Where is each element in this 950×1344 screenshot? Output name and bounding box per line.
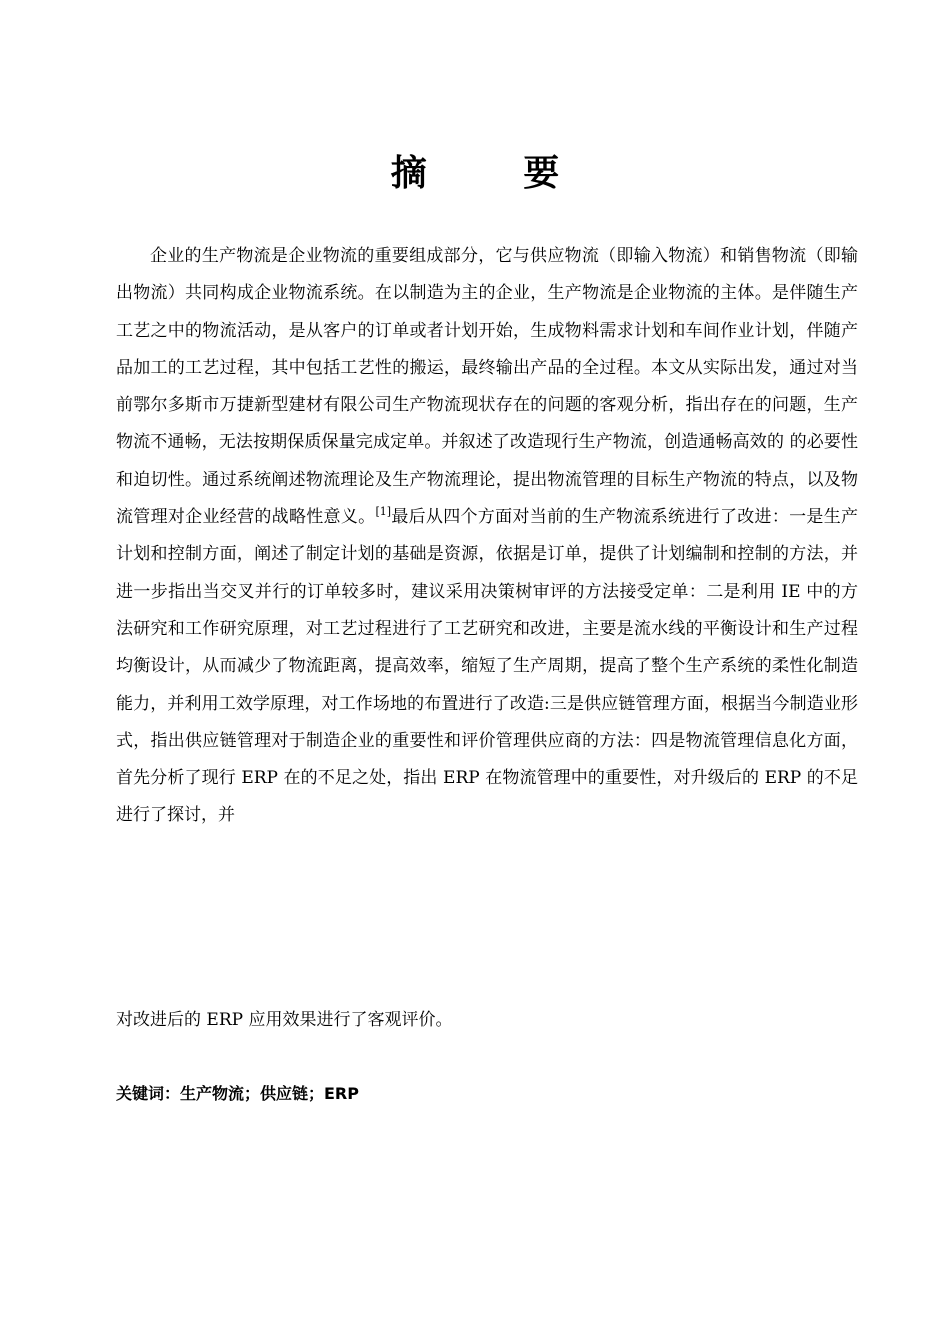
abstract-paragraph — [116, 238, 858, 835]
abstract-text-part1: 企业的生产物流是企业物流的重要组成部分，它与供应物流（即输入物流）和销售物流（即输出物流）共同构成企业物流系统。在以制造为主的企业，生产物流是企业物流的主体。是伴随生产工艺之中的物流活动，是从客户的订单或者计划开始，生成物料需求计划和车间作业计划，伴随产品加工的工艺过程，其中包括工艺性的搬运，最终输出产品的全过程。本文从实际出发，通过对当前鄂尔多斯市万捷新型建材有限公司生产物流现状存在的问题的客观分析，指出存在的问题，生产物流不通畅，无法按期保质保量完成定单。并叙述了改造现行生产物流，创造通畅高效的 的必要性和迫切性。通过系统阐述物流理论及生产物流理论，提出物流管理的目标生产物流的特点，以及物流管理对企业经营的战略性意义。 — [116, 246, 858, 528]
page-title: 摘 要 — [390, 153, 602, 194]
abstract-text-part2: 最后从四个方面对当前的生产物流系统进行了改进：一是生产计划和控制方面，阐述了制定计划的基础是资源，依据是订单，提供了计划编制和控制的方法，并进一步指出当交叉并行的订单较多时，建议采用决策树审评的方法接受定单：二是利用 IE 中的方法研究和工作研究原理，对工艺过程进行了工艺研究和改进，主要是流水线的平衡设计和生产过程均衡设计，从而减少了物流距离，提高效率，缩短了生产周期，提高了整个生产系统的柔性化制造能力，并利用工效学原理，对工作场地的布置进行了改造:三是供应链管理方面，根据当今制造业形式，指出供应链管理对于制造企业的重要性和评价管理供应商的方法：四是物流管理信息化方面，首先分析了现行 ERP 在的不足之处，指出 ERP 在物流管理中的重要性，对升级后的 ERP 的不足进行了探讨，并 — [116, 507, 859, 826]
citation-reference[interactable]: [1] — [375, 505, 392, 519]
abstract-last-line: 对改进后的 ERP 应用效果进行了客观评价。 — [116, 1010, 453, 1030]
keywords-line: 关键词：生产物流；供应链；ERP — [116, 1084, 359, 1103]
